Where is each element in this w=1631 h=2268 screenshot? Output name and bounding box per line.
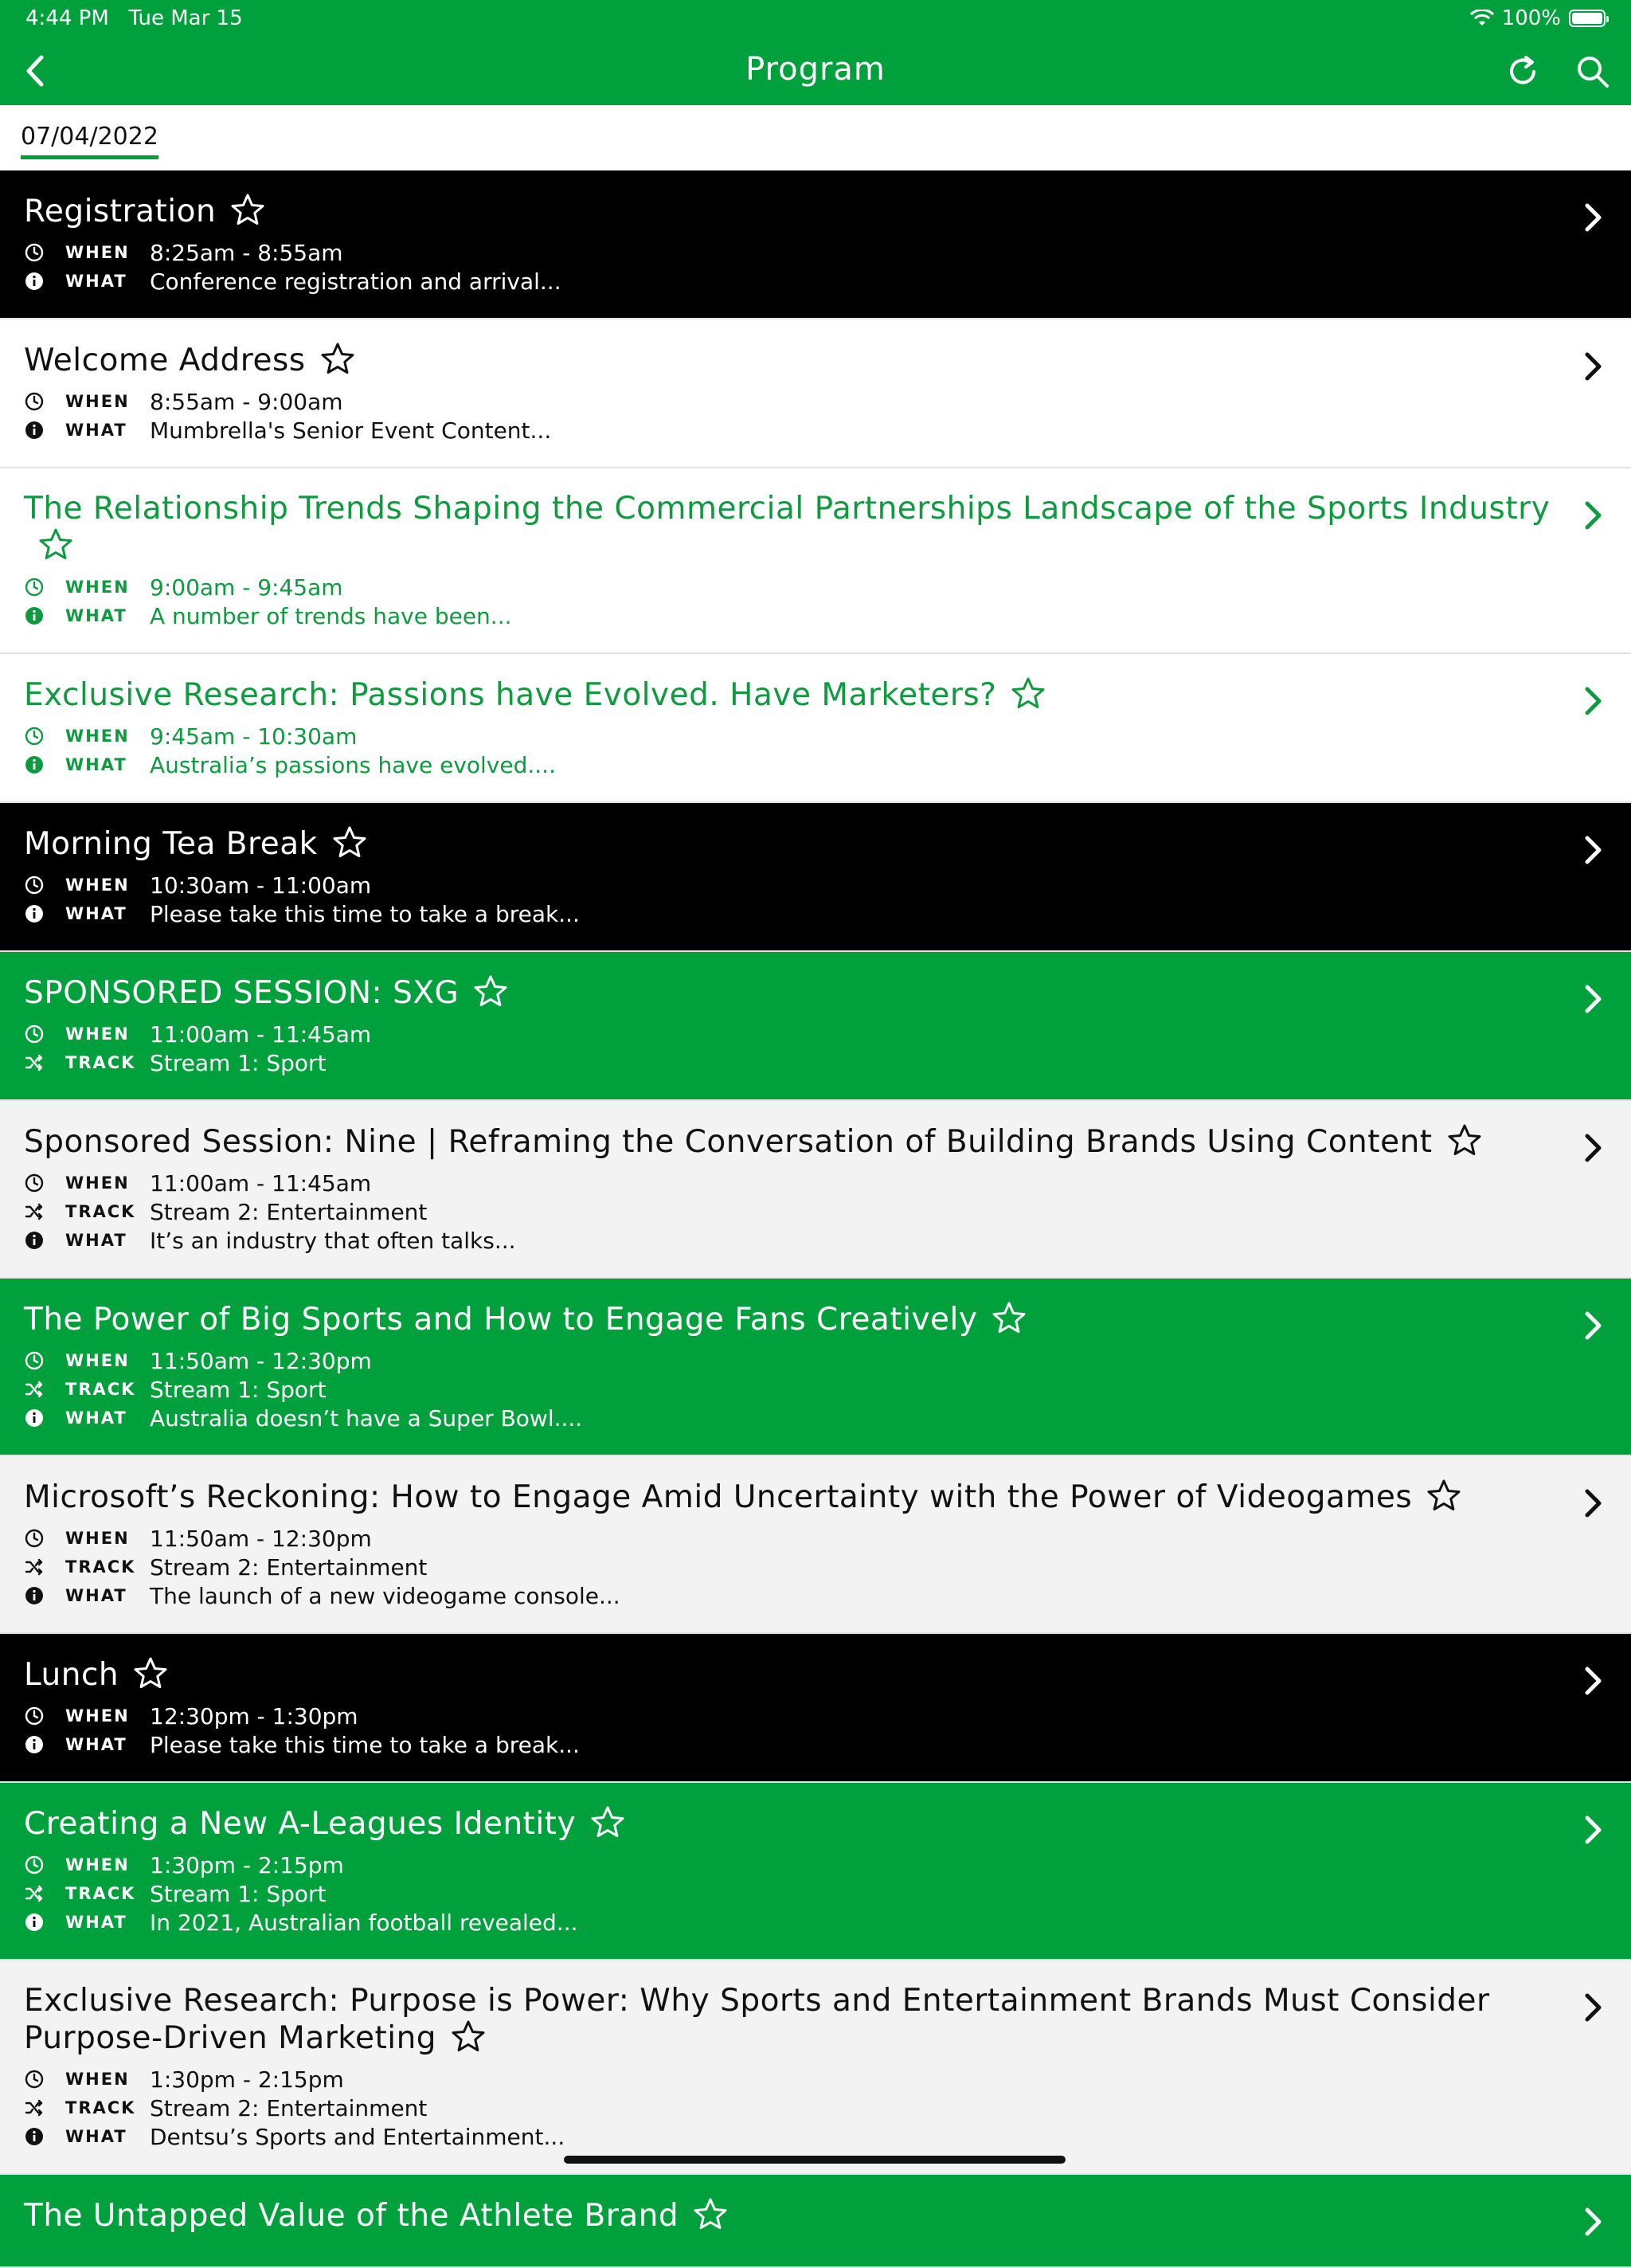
item-what-row	[24, 1908, 1559, 1937]
item-title-line	[24, 1123, 1559, 1165]
battery-percent: 100%	[1501, 6, 1561, 30]
item-when-value: 10:30am - 11:00am	[150, 872, 372, 899]
item-what-label: WHAT	[65, 1586, 127, 1605]
program-item[interactable]	[0, 1101, 1631, 1279]
item-title: SPONSORED SESSION: SXG	[24, 975, 460, 1011]
item-when-value: 8:25am - 8:55am	[150, 239, 343, 266]
item-when-row	[24, 1524, 1559, 1553]
item-when-value: 9:45am - 10:30am	[150, 723, 358, 750]
item-when-row	[24, 387, 1559, 416]
chevron-right-icon[interactable]	[1583, 984, 1604, 1017]
star-icon[interactable]	[1447, 1123, 1482, 1165]
item-when-row	[24, 871, 1559, 899]
clock-icon	[24, 1528, 45, 1549]
info-icon	[24, 2126, 45, 2147]
shuffle-icon	[24, 1201, 45, 1222]
item-title-line	[24, 1479, 1559, 1521]
info-icon	[24, 754, 45, 775]
item-track-value: Stream 2: Entertainment	[150, 1553, 428, 1581]
item-track-value: Stream 1: Sport	[150, 1376, 327, 1403]
clock-icon	[24, 1350, 45, 1371]
chevron-right-icon[interactable]	[1583, 1666, 1604, 1699]
chevron-right-icon[interactable]	[1583, 351, 1604, 385]
item-what-label: WHAT	[65, 904, 127, 923]
item-title: The Untapped Value of the Athlete Brand	[24, 2198, 679, 2234]
program-item[interactable]	[0, 468, 1631, 654]
clock-icon	[24, 391, 45, 412]
item-title-line	[24, 2197, 1559, 2239]
item-when-row	[24, 722, 1559, 750]
page-title: Program	[745, 51, 886, 88]
item-what-label: WHAT	[65, 755, 127, 774]
battery-icon	[1569, 10, 1606, 27]
item-when-label: WHEN	[65, 1529, 130, 1548]
clock-icon	[24, 2069, 45, 2090]
star-icon[interactable]	[38, 527, 73, 570]
item-what-value: It’s an industry that often talks...	[150, 1227, 516, 1254]
item-track-row	[24, 1879, 1559, 1908]
status-right	[1470, 6, 1606, 30]
program-item[interactable]	[0, 170, 1631, 319]
item-track-label: TRACK	[65, 1053, 136, 1072]
item-when-value: 11:50am - 12:30pm	[150, 1525, 372, 1552]
item-title-line	[24, 1805, 1559, 1847]
item-when-value: 8:55am - 9:00am	[150, 388, 343, 415]
star-icon[interactable]	[451, 2019, 486, 2062]
item-track-label: TRACK	[65, 1202, 136, 1221]
item-title: Exclusive Research: Purpose is Power: Why Sports and Entertainment Brands Must Consider Purpose-Driven Marketing	[24, 1983, 1490, 2056]
item-track-row	[24, 1197, 1559, 1226]
item-when-label: WHEN	[65, 243, 130, 262]
item-track-row	[24, 1375, 1559, 1404]
item-title-line	[24, 1656, 1559, 1698]
shuffle-icon	[24, 1557, 45, 1577]
star-icon[interactable]	[693, 2197, 728, 2239]
item-what-row	[24, 750, 1559, 779]
item-what-row	[24, 1581, 1559, 1610]
item-what-label: WHAT	[65, 1231, 127, 1250]
chevron-right-icon[interactable]	[1583, 1992, 1604, 2026]
item-track-row	[24, 2094, 1559, 2122]
item-what-row	[24, 1730, 1559, 1759]
star-icon[interactable]	[473, 974, 508, 1016]
program-item[interactable]	[0, 952, 1631, 1101]
item-when-value: 11:50am - 12:30pm	[150, 1347, 372, 1374]
item-when-row	[24, 1169, 1559, 1197]
clock-icon	[24, 1024, 45, 1044]
clock-icon	[24, 875, 45, 895]
item-when-value: 1:30pm - 2:15pm	[150, 2066, 344, 2093]
item-what-value: Australia’s passions have evolved....	[150, 751, 556, 778]
star-icon[interactable]	[590, 1805, 625, 1847]
refresh-icon[interactable]	[1505, 54, 1540, 89]
clock-icon	[24, 577, 45, 597]
item-when-label: WHEN	[65, 2070, 130, 2089]
item-when-value: 1:30pm - 2:15pm	[150, 1851, 344, 1878]
home-indicator[interactable]	[564, 2156, 1066, 2164]
chevron-right-icon[interactable]	[1583, 1133, 1604, 1166]
wifi-icon	[1470, 10, 1494, 27]
item-what-row	[24, 267, 1559, 296]
item-title-line	[24, 342, 1559, 384]
item-when-row	[24, 1702, 1559, 1730]
star-icon[interactable]	[1426, 1479, 1461, 1521]
program-item[interactable]	[0, 1783, 1631, 1961]
star-icon[interactable]	[230, 193, 265, 235]
clock-icon	[24, 1855, 45, 1875]
info-icon	[24, 1408, 45, 1428]
item-title: Creating a New A-Leagues Identity	[24, 1806, 577, 1842]
info-icon	[24, 605, 45, 626]
item-when-label: WHEN	[65, 1173, 130, 1193]
clock-icon	[24, 726, 45, 746]
item-track-row	[24, 1048, 1559, 1077]
item-track-value: Stream 1: Sport	[150, 1049, 327, 1076]
star-icon[interactable]	[332, 825, 367, 868]
item-what-row	[24, 416, 1559, 445]
status-bar	[0, 0, 1631, 37]
item-what-label: WHAT	[65, 2127, 127, 2146]
item-title: Registration	[24, 194, 217, 229]
program-item[interactable]	[0, 1456, 1631, 1634]
item-what-label: WHAT	[65, 606, 127, 625]
item-when-row	[24, 2065, 1559, 2094]
chevron-right-icon[interactable]	[1583, 1488, 1604, 1522]
program-item[interactable]	[0, 1961, 1631, 2175]
item-title: Sponsored Session: Nine | Reframing the Conversation of Building Brands Using Content	[24, 1124, 1433, 1160]
info-icon	[24, 1912, 45, 1933]
item-track-value: Stream 2: Entertainment	[150, 2094, 428, 2121]
date-tab-bar	[0, 105, 1631, 170]
item-when-row	[24, 1020, 1559, 1048]
item-when-label: WHEN	[65, 1351, 130, 1370]
item-when-value: 9:00am - 9:45am	[150, 574, 343, 601]
item-when-label: WHEN	[65, 1855, 130, 1874]
item-what-value: The launch of a new videogame console...	[150, 1582, 620, 1609]
item-title: The Relationship Trends Shaping the Commercial Partnerships Landscape of the Sports Industry	[24, 491, 1551, 527]
search-icon[interactable]	[1575, 54, 1610, 89]
clock-icon	[24, 1173, 45, 1193]
program-item[interactable]	[0, 654, 1631, 803]
program-item[interactable]	[0, 1279, 1631, 1456]
item-what-row	[24, 1226, 1559, 1255]
item-what-label: WHAT	[65, 1408, 127, 1428]
info-icon	[24, 420, 45, 441]
item-what-label: WHAT	[65, 1913, 127, 1932]
item-track-value: Stream 2: Entertainment	[150, 1198, 428, 1225]
item-track-label: TRACK	[65, 2098, 136, 2117]
star-icon[interactable]	[133, 1656, 168, 1698]
clock-icon	[24, 242, 45, 263]
chevron-right-icon[interactable]	[1583, 1310, 1604, 1344]
item-what-row	[24, 601, 1559, 630]
item-what-value: In 2021, Australian football revealed...	[150, 1909, 578, 1936]
star-icon[interactable]	[992, 1301, 1027, 1343]
chevron-right-icon[interactable]	[1583, 2207, 1604, 2240]
item-title-line	[24, 974, 1559, 1016]
item-what-value: Please take this time to take a break...	[150, 900, 580, 927]
item-when-row	[24, 573, 1559, 601]
item-title-line	[24, 676, 1559, 719]
program-item[interactable]	[0, 319, 1631, 468]
chevron-right-icon[interactable]	[1583, 835, 1604, 868]
item-what-value: Mumbrella's Senior Event Content...	[150, 417, 552, 444]
item-title-line	[24, 491, 1559, 570]
shuffle-icon	[24, 1052, 45, 1073]
shuffle-icon	[24, 1379, 45, 1400]
item-what-label: WHAT	[65, 1735, 127, 1754]
item-title: Welcome Address	[24, 343, 306, 378]
info-icon	[24, 1585, 45, 1606]
item-when-label: WHEN	[65, 1024, 130, 1044]
item-what-value: Please take this time to take a break...	[150, 1731, 580, 1758]
status-time: 4:44 PM Tue Mar 15	[25, 6, 243, 30]
nav-bar	[0, 37, 1631, 105]
item-title-line	[24, 825, 1559, 868]
item-title-line	[24, 1983, 1559, 2062]
item-what-row	[24, 899, 1559, 928]
item-when-value: 12:30pm - 1:30pm	[150, 1702, 358, 1729]
program-item[interactable]	[0, 803, 1631, 952]
item-when-label: WHEN	[65, 578, 130, 597]
item-what-value: A number of trends have been...	[150, 602, 512, 629]
item-track-label: TRACK	[65, 1884, 136, 1903]
program-list	[0, 170, 1631, 2268]
info-icon	[24, 903, 45, 924]
item-when-row	[24, 1851, 1559, 1879]
item-what-value: Dentsu’s Sports and Entertainment...	[150, 2123, 565, 2150]
item-what-value: Australia doesn’t have a Super Bowl....	[150, 1404, 583, 1432]
item-when-label: WHEN	[65, 727, 130, 746]
item-what-row	[24, 1404, 1559, 1432]
item-when-row	[24, 1346, 1559, 1375]
clock-icon	[24, 1706, 45, 1726]
item-title: Microsoft’s Reckoning: How to Engage Amid Uncertainty with the Power of Videogames	[24, 1479, 1413, 1515]
program-item[interactable]	[0, 2175, 1631, 2268]
item-track-value: Stream 1: Sport	[150, 1880, 327, 1907]
item-what-label: WHAT	[65, 272, 127, 291]
info-icon	[24, 271, 45, 292]
item-when-value: 11:00am - 11:45am	[150, 1020, 372, 1048]
chevron-right-icon[interactable]	[1583, 202, 1604, 236]
item-when-row	[24, 238, 1559, 267]
item-track-row	[24, 1553, 1559, 1581]
item-title: The Power of Big Sports and How to Engage Fans Creatively	[24, 1302, 978, 1338]
item-title-line	[24, 1301, 1559, 1343]
star-icon[interactable]	[1011, 676, 1046, 719]
chevron-right-icon[interactable]	[1583, 1815, 1604, 1848]
item-when-value: 11:00am - 11:45am	[150, 1169, 372, 1197]
info-icon	[24, 1230, 45, 1251]
shuffle-icon	[24, 2098, 45, 2118]
item-what-label: WHAT	[65, 421, 127, 440]
item-title: Lunch	[24, 1657, 119, 1693]
star-icon[interactable]	[320, 342, 355, 384]
program-item[interactable]	[0, 1634, 1631, 1783]
item-title: Exclusive Research: Passions have Evolved. Have Marketers?	[24, 677, 997, 713]
item-track-label: TRACK	[65, 1380, 136, 1399]
item-what-row	[24, 2122, 1559, 2151]
item-when-label: WHEN	[65, 875, 130, 895]
item-title: Morning Tea Break	[24, 826, 318, 862]
item-what-value: Conference registration and arrival...	[150, 268, 561, 295]
item-when-label: WHEN	[65, 1706, 130, 1725]
chevron-right-icon[interactable]	[1583, 686, 1604, 719]
item-when-label: WHEN	[65, 392, 130, 411]
item-track-label: TRACK	[65, 1557, 136, 1577]
item-title-line	[24, 193, 1559, 235]
shuffle-icon	[24, 1883, 45, 1904]
date-tab[interactable]: 07/04/2022	[21, 123, 158, 159]
chevron-right-icon[interactable]	[1583, 500, 1604, 534]
info-icon	[24, 1734, 45, 1755]
